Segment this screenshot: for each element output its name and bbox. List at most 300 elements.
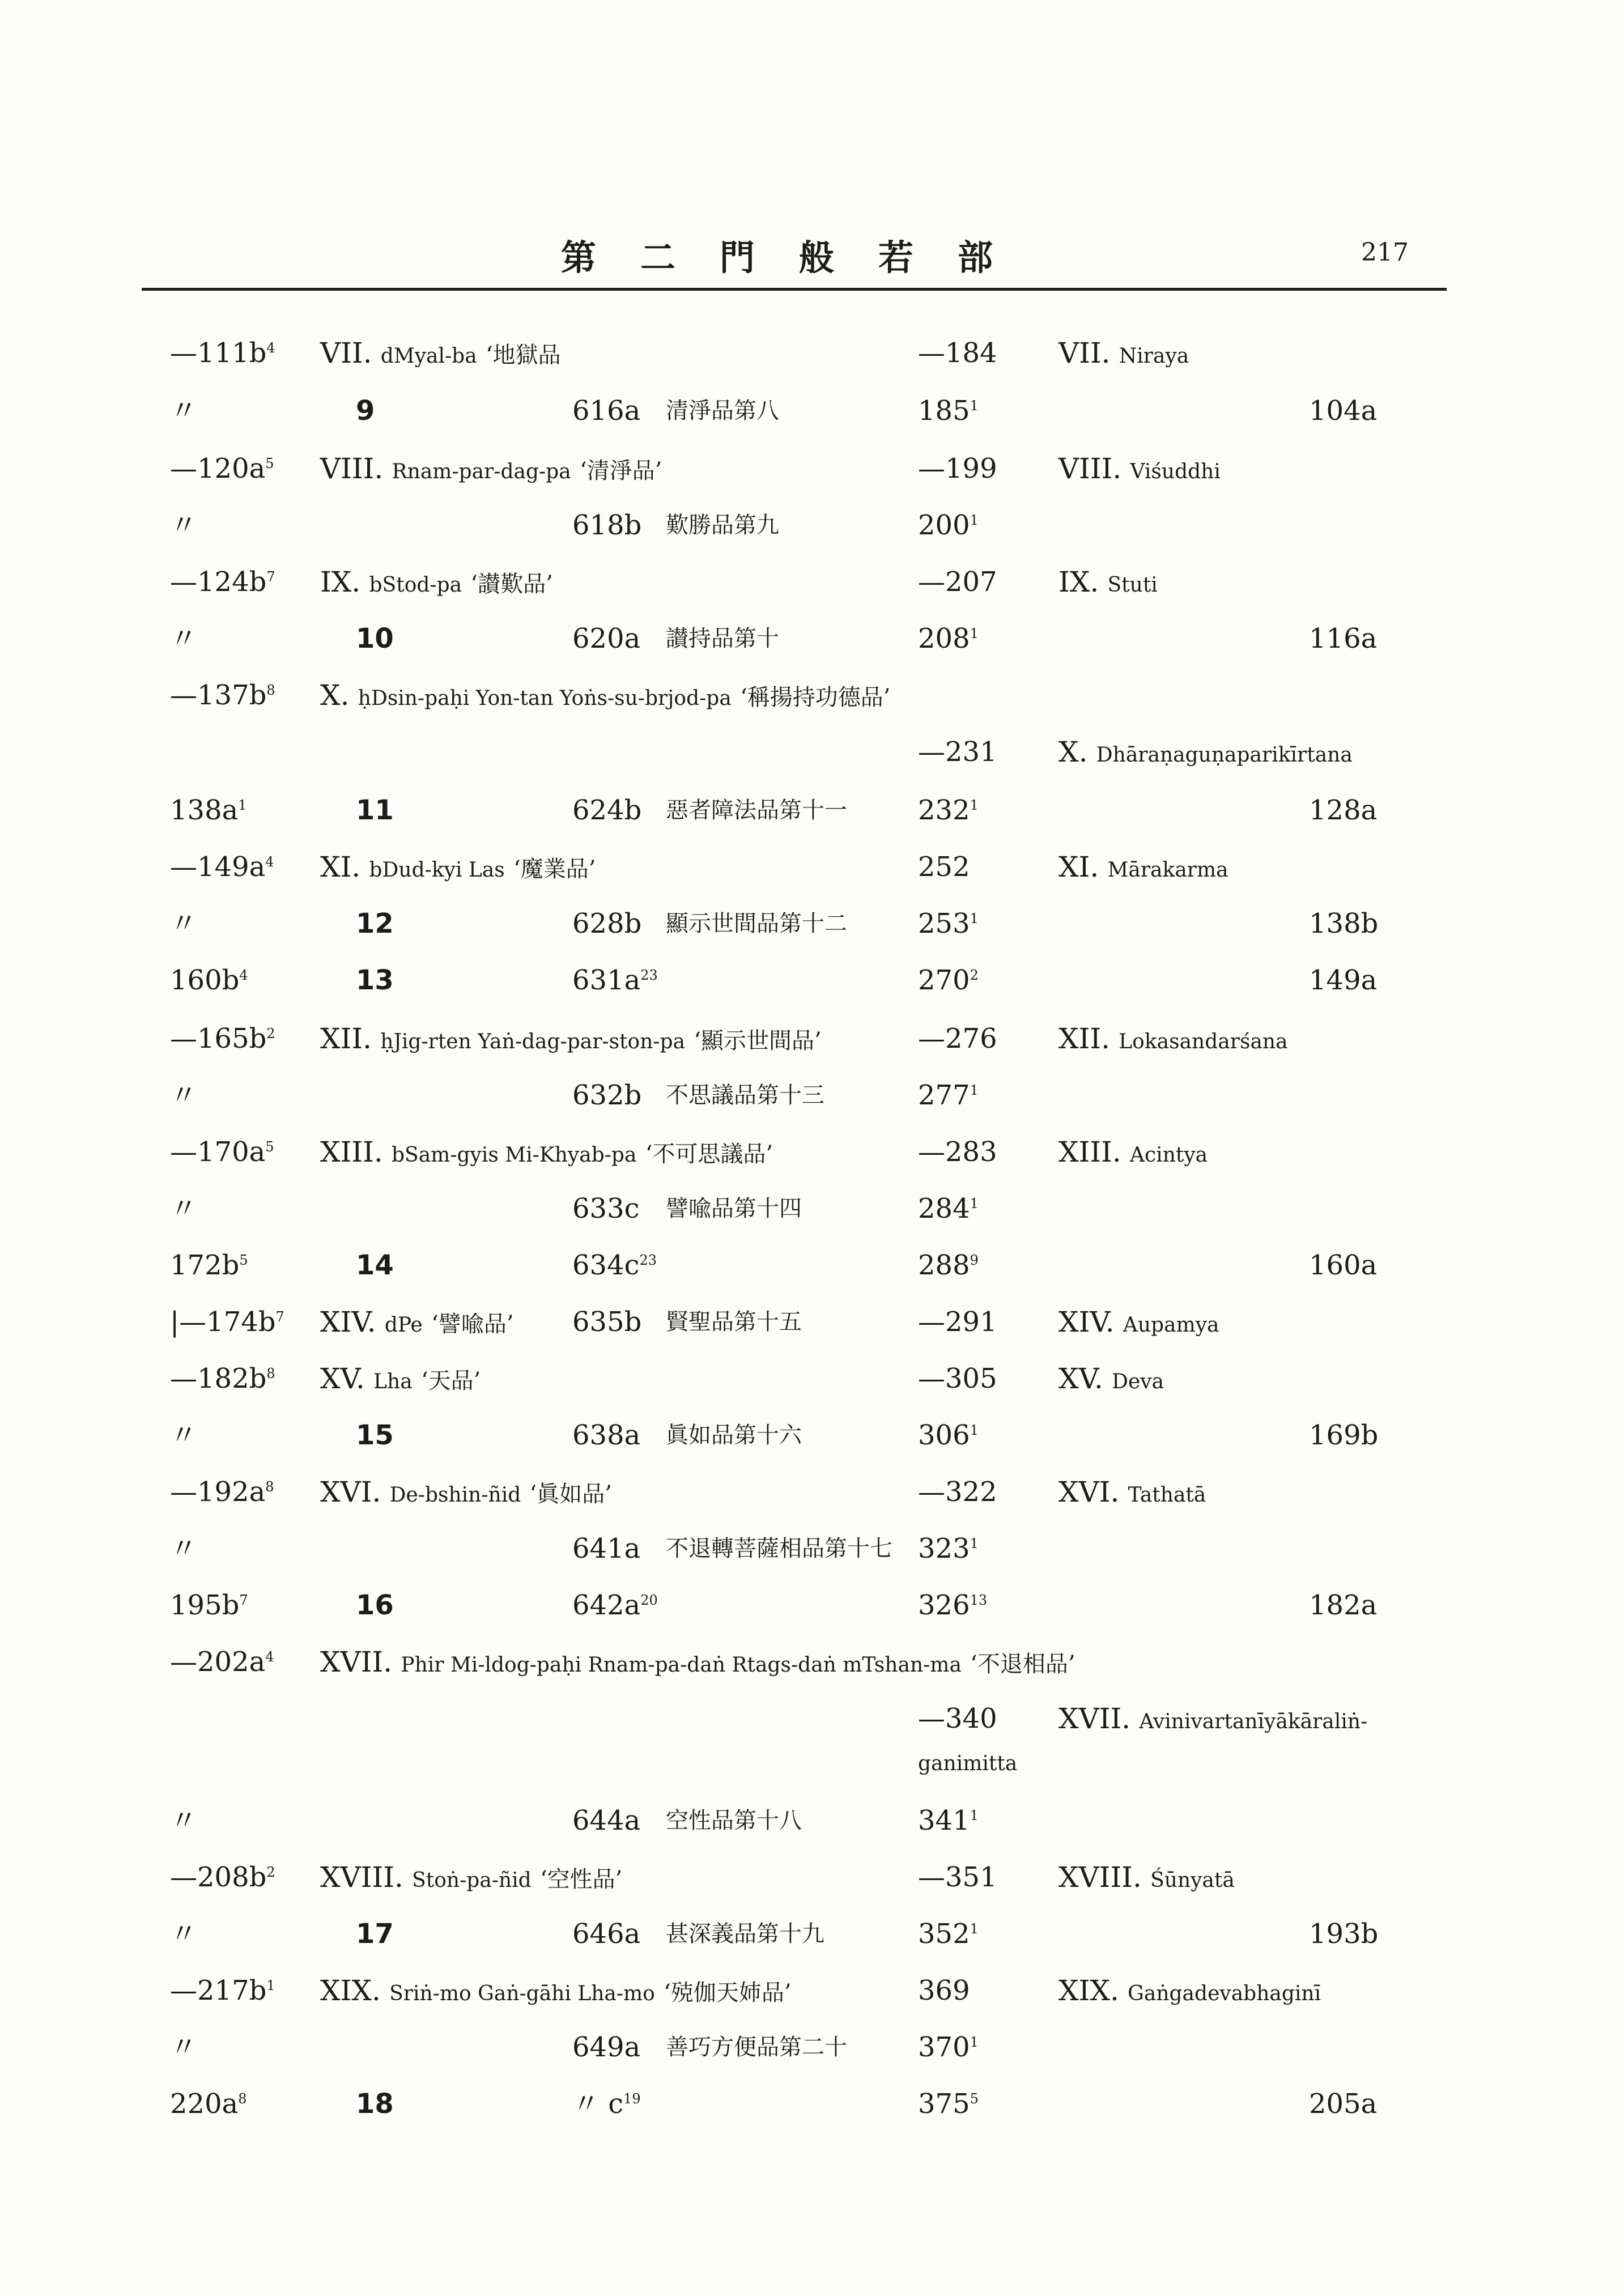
page-value: 641a — [572, 1533, 641, 1564]
sanskrit-title: Niraya — [1119, 345, 1189, 368]
sanskrit-cell — [1058, 1855, 1235, 1903]
ref-value: 195b — [170, 1589, 240, 1621]
ref-cell — [170, 1911, 197, 1957]
sanskrit-cell — [1058, 1696, 1367, 1745]
ref-cell — [170, 1798, 197, 1843]
ref2-cell — [918, 1073, 979, 1118]
ref-cell — [170, 1968, 275, 2013]
sanskrit-chapter-number: XV. — [1058, 1362, 1103, 1395]
chapter-number: XVII. — [320, 1646, 393, 1678]
ref2-cell — [918, 503, 979, 548]
ref2-cell — [918, 559, 997, 605]
tibetan-title: bSam-gyis Mi-Khyab-pa — [392, 1143, 637, 1167]
ref2-cell — [918, 1798, 979, 1843]
ref-value: —192a — [170, 1476, 266, 1508]
ref2-value: 185 — [918, 395, 970, 427]
entry-number: 18 — [356, 2088, 394, 2120]
ref2-cell — [918, 1186, 979, 1231]
ref-cell — [170, 559, 275, 605]
ref-value: 〃 — [170, 623, 198, 654]
chapter-number: VIII. — [320, 452, 384, 485]
table-row — [0, 1469, 1624, 1515]
page-value: 631a — [572, 964, 641, 996]
chinese-title: 譬喩品第十四 — [666, 1196, 802, 1222]
ref2-value-sup: 1 — [970, 1536, 979, 1551]
ref-value: —120a — [170, 453, 266, 484]
page-value: 634c — [572, 1249, 640, 1281]
sanskrit-chapter-number: XII. — [1058, 1022, 1110, 1055]
ref2-value-sup: 1 — [970, 398, 979, 414]
ref-value: 220a — [170, 2088, 239, 2120]
tibetan-title: ḥJig-rten Yaṅ-dag-par-ston-pa — [380, 1030, 686, 1053]
table-row — [0, 958, 1624, 1003]
page-cell — [572, 2081, 641, 2127]
chinese-chapter-title: ‘譬喩品’ — [431, 1311, 514, 1337]
ref-cell — [170, 388, 197, 433]
page-cell — [572, 1798, 640, 1843]
sanskrit-cell — [1058, 844, 1228, 893]
tibetan-title: De-bshin-ñid — [389, 1483, 521, 1507]
ref-cell — [170, 1073, 197, 1118]
table-row — [0, 1243, 1624, 1288]
sanskrit-title: Lokasandarśana — [1119, 1030, 1288, 1053]
sanskrit-chapter-number: XIX. — [1058, 1974, 1119, 2007]
ref-value-sup: 5 — [239, 1252, 248, 1268]
ref2-cell — [918, 1526, 979, 1571]
chapter-number: XV. — [320, 1362, 365, 1395]
chinese-title: 空性品第十八 — [666, 1808, 802, 1834]
page-value: 624b — [572, 794, 642, 826]
chinese-chapter-title: ‘空性品’ — [539, 1866, 623, 1893]
page-value: 644a — [572, 1805, 641, 1836]
sanskrit-title: Tathatā — [1128, 1483, 1206, 1507]
right-page: 205a — [1309, 2088, 1378, 2120]
page-cell — [572, 503, 641, 548]
page-cell — [572, 901, 641, 946]
ref2-value-sup: 1 — [970, 1921, 979, 1937]
page-value: 632b — [572, 1079, 642, 1111]
page-cell — [572, 2025, 640, 2070]
ref-value: 138a — [170, 794, 239, 826]
ref2-cell — [918, 729, 997, 775]
page-cell — [572, 616, 640, 661]
chinese-title: 顯示世間品第十二 — [666, 911, 847, 937]
page-title: 第二門般若部 — [561, 237, 1038, 278]
sanskrit-cell — [1058, 1469, 1206, 1518]
table-row — [0, 1526, 1624, 1571]
sanskrit-chapter-number: VII. — [1058, 337, 1111, 369]
ref-value-sup: 7 — [266, 569, 275, 585]
chinese-chapter-title: ‘眞如品’ — [529, 1481, 612, 1507]
ref-value: —217b — [170, 1975, 267, 2006]
table-row — [0, 616, 1624, 661]
chinese-title: 不思議品第十三 — [666, 1082, 824, 1108]
ref2-cell — [918, 2025, 979, 2070]
ref-value: —111b — [170, 337, 267, 369]
sanskrit-chapter-number: XVI. — [1058, 1476, 1120, 1508]
page-value: 618b — [572, 509, 642, 541]
page-cell — [572, 1073, 641, 1118]
ref2-value: 200 — [918, 509, 970, 541]
chapter-number: XVI. — [320, 1476, 381, 1508]
ref-cell — [170, 788, 247, 833]
ref2-value-sup: 13 — [970, 1592, 988, 1608]
ref2-value: 369 — [918, 1975, 970, 2006]
entry-number: 10 — [356, 623, 394, 654]
tibetan-title: Lha — [373, 1370, 413, 1393]
ref2-value: 252 — [918, 851, 970, 883]
table-row — [0, 1186, 1624, 1231]
ref2-cell — [918, 1243, 979, 1288]
ref2-value: —305 — [918, 1363, 997, 1394]
ref-value: 〃 — [170, 1419, 198, 1451]
tibetan-title: Rnam-par-dag-pa — [392, 460, 571, 483]
ref2-value-sup: 1 — [970, 1422, 979, 1438]
ref-value-sup: 5 — [265, 456, 274, 471]
ref2-value: —207 — [918, 566, 997, 598]
right-page: 169b — [1309, 1419, 1379, 1451]
chapter-description — [320, 1356, 481, 1405]
ref-value-sup: 8 — [266, 1366, 275, 1381]
ref2-cell — [918, 330, 997, 376]
page-value: 616a — [572, 395, 641, 427]
table-row — [0, 1016, 1624, 1061]
ref2-value: ganimitta — [918, 1752, 1018, 1775]
tibetan-title: bStod-pa — [369, 573, 462, 597]
ref-cell — [170, 1469, 274, 1515]
ref-cell — [170, 446, 274, 491]
ref2-value-sup: 1 — [970, 1808, 979, 1823]
chinese-chapter-title: ‘稱揚持功德品’ — [740, 684, 891, 711]
ref2-cell — [918, 1413, 979, 1458]
tibetan-title: bDud-kyi Las — [369, 858, 505, 882]
table-row — [0, 2081, 1624, 2127]
ref-value-sup: 4 — [239, 967, 248, 983]
ref-cell — [170, 1016, 275, 1061]
tibetan-title: ḥDsin-paḥi Yon-tan Yoṅs-su-brjod-pa — [358, 687, 732, 710]
page-cell — [572, 958, 658, 1003]
right-page: 116a — [1309, 623, 1378, 654]
ref-cell — [170, 1356, 275, 1401]
table-row — [0, 1299, 1624, 1345]
ref2-cell — [918, 1583, 987, 1628]
ref-value-sup: 8 — [238, 2091, 247, 2107]
table-row — [0, 1073, 1624, 1118]
ref-cell — [170, 673, 275, 718]
right-page: 193b — [1309, 1918, 1379, 1950]
chinese-title: 惡者障法品第十一 — [666, 797, 847, 823]
right-page: 149a — [1309, 964, 1378, 996]
chinese-chapter-title: ‘魔業品’ — [513, 856, 596, 882]
ref2-cell — [918, 788, 979, 833]
ref-value: 〃 — [170, 509, 198, 541]
ref-value-sup: 4 — [265, 854, 274, 870]
ref2-value: 352 — [918, 1918, 970, 1950]
sanskrit-title: Mārakarma — [1107, 858, 1228, 882]
ref2-value: —184 — [918, 337, 997, 369]
ref-value: —208b — [170, 1861, 267, 1893]
sanskrit-title: Acintya — [1130, 1143, 1208, 1167]
ref2-cell — [918, 1356, 997, 1401]
entry-number: 11 — [356, 794, 394, 826]
table-row — [0, 503, 1624, 548]
ref2-cell — [918, 844, 970, 890]
chapter-description — [320, 1016, 822, 1065]
ref2-value: —340 — [918, 1703, 997, 1734]
tibetan-title: Phir Mi-ldog-paḥi Rnam-pa-daṅ Rtags-daṅ mTshan-ma — [401, 1653, 962, 1677]
chinese-chapter-title: ‘殑伽天姉品’ — [664, 1980, 792, 2006]
table-row — [0, 844, 1624, 890]
table-row — [0, 1583, 1624, 1628]
ref2-cell — [918, 1968, 970, 2013]
chapter-description — [320, 844, 596, 893]
ref2-value: 232 — [918, 794, 970, 826]
page-cell — [572, 1413, 640, 1458]
page-cell — [572, 1186, 640, 1231]
ref2-value-sup: 1 — [970, 2034, 979, 2050]
chapter-number: XVIII. — [320, 1861, 403, 1894]
ref-cell — [170, 1413, 197, 1458]
ref-value: —170a — [170, 1136, 266, 1168]
chinese-chapter-title: ‘顯示世間品’ — [694, 1028, 822, 1054]
chinese-title: 善巧方便品第二十 — [666, 2034, 847, 2060]
ref2-value: —231 — [918, 736, 997, 768]
sanskrit-chapter-number: XVII. — [1058, 1702, 1131, 1735]
table-row — [0, 446, 1624, 491]
entry-number: 12 — [356, 908, 394, 939]
chapter-description — [320, 559, 553, 608]
page-value-sup: 20 — [640, 1592, 658, 1608]
ref2-cell — [918, 1469, 997, 1515]
ref-value: 160b — [170, 964, 240, 996]
ref-value-sup: 5 — [265, 1139, 274, 1155]
ref-cell — [170, 958, 248, 1003]
ref-value: 〃 — [170, 1533, 198, 1564]
chinese-title: 眞如品第十六 — [666, 1422, 802, 1448]
ref2-value: 375 — [918, 2088, 970, 2120]
table-row — [0, 1129, 1624, 1175]
ref2-value: 306 — [918, 1419, 970, 1451]
entry-number: 9 — [356, 395, 375, 427]
right-page: 138b — [1309, 908, 1379, 939]
ref2-value: 253 — [918, 908, 970, 939]
ref2-value-sup: 2 — [970, 967, 979, 983]
chapter-number: XIV. — [320, 1306, 376, 1338]
ref2-value: 277 — [918, 1079, 970, 1111]
ref2-value: 270 — [918, 964, 970, 996]
table-row — [0, 1356, 1624, 1401]
tibetan-title: Stoṅ-pa-ñid — [412, 1869, 532, 1892]
ref2-value: 284 — [918, 1193, 970, 1224]
page-value: 635b — [572, 1306, 642, 1338]
ref2-cell — [918, 1129, 997, 1175]
chinese-title: 讃持品第十 — [666, 626, 779, 652]
chapter-number: XIX. — [320, 1974, 381, 2007]
ref2-value-sup: 1 — [970, 911, 979, 926]
sanskrit-title: Dhāraṇaguṇaparikīrtana — [1096, 743, 1353, 767]
table-row — [0, 1696, 1624, 1741]
ref-value: 〃 — [170, 1805, 198, 1836]
header-rule — [142, 288, 1447, 291]
ref2-value-sup: 1 — [970, 797, 979, 813]
sanskrit-cell — [1058, 330, 1189, 379]
sanskrit-title: Avinivartanīyākāraliṅ- — [1139, 1710, 1368, 1733]
chapter-number: XI. — [320, 851, 361, 883]
chapter-number: XII. — [320, 1022, 372, 1055]
sanskrit-title: Śūnyatā — [1150, 1869, 1235, 1892]
ref2-value-sup: 1 — [970, 1196, 979, 1211]
ref-cell — [170, 1299, 284, 1345]
tibetan-title: Sriṅ-mo Gaṅ-gāhi Lha-mo — [389, 1982, 655, 2005]
ref-value: —124b — [170, 566, 267, 598]
page-value: 646a — [572, 1918, 641, 1950]
page-cell — [572, 1243, 657, 1288]
ref2-cell — [918, 1299, 997, 1345]
ref2-cell — [918, 616, 979, 661]
ref2-cell — [918, 958, 979, 1003]
ref2-value: 323 — [918, 1533, 970, 1564]
page-value: 649a — [572, 2031, 641, 2063]
ref-value-sup: 4 — [265, 1649, 274, 1665]
ref2-value: 208 — [918, 623, 970, 654]
page-cell — [572, 1911, 640, 1957]
table-row — [0, 559, 1624, 605]
chapter-description — [320, 1639, 1075, 1688]
ref-cell — [170, 330, 275, 376]
ref-value-sup: 4 — [266, 340, 275, 356]
chapter-number: X. — [320, 679, 350, 712]
sanskrit-cell — [1058, 1129, 1208, 1178]
ref-value-sup: 7 — [239, 1592, 248, 1608]
ref2-value: —291 — [918, 1306, 997, 1338]
sanskrit-chapter-number: XVIII. — [1058, 1861, 1142, 1894]
ref2-cell — [918, 1741, 1017, 1787]
ref2-value: 341 — [918, 1805, 970, 1836]
right-page: 104a — [1309, 395, 1378, 427]
chinese-chapter-title: ‘清淨品’ — [579, 458, 662, 484]
ref2-cell — [918, 1696, 997, 1741]
ref-cell — [170, 1583, 248, 1628]
entry-number: 15 — [356, 1419, 394, 1451]
ref-value: 〃 — [170, 1918, 198, 1950]
ref2-cell — [918, 1855, 997, 1900]
chapter-description — [320, 1299, 514, 1348]
table-row — [0, 788, 1624, 833]
ref2-value-sup: 5 — [970, 2091, 979, 2107]
ref-value-sup: 7 — [275, 1309, 284, 1325]
table-row — [0, 729, 1624, 775]
chinese-chapter-title: ‘讃歎品’ — [470, 571, 553, 597]
page-value: 638a — [572, 1419, 641, 1451]
table-row — [0, 1855, 1624, 1900]
table-row — [0, 1741, 1624, 1787]
tibetan-title: dPe — [384, 1313, 423, 1337]
page-cell — [572, 388, 640, 433]
chinese-chapter-title: ‘地獄品 — [485, 342, 561, 368]
entry-number: 17 — [356, 1918, 394, 1950]
chinese-title: 賢聖品第十五 — [666, 1309, 802, 1335]
page-value-sup: 23 — [640, 967, 658, 983]
chinese-title: 甚深義品第十九 — [666, 1921, 824, 1947]
sanskrit-cell — [1058, 729, 1353, 778]
sanskrit-cell — [1058, 1299, 1219, 1348]
ref2-cell — [918, 388, 979, 433]
chinese-chapter-title: ‘天品’ — [420, 1368, 481, 1394]
ref-cell — [170, 616, 197, 661]
chapter-description — [320, 1855, 622, 1903]
ref2-value: —322 — [918, 1476, 997, 1508]
table-row — [0, 1968, 1624, 2013]
ref-value-sup: 1 — [238, 797, 247, 813]
table-row — [0, 673, 1624, 718]
table-row — [0, 1798, 1624, 1843]
ref2-cell — [918, 1911, 979, 1957]
ref2-value-sup: 1 — [970, 626, 979, 641]
ref-value-sup: 8 — [266, 682, 275, 698]
page-cell — [572, 788, 641, 833]
ref2-value: 288 — [918, 1249, 970, 1281]
sanskrit-cell — [1058, 559, 1158, 608]
ref2-value: 326 — [918, 1589, 970, 1621]
chapter-description — [320, 673, 891, 721]
table-row — [0, 2025, 1624, 2070]
right-page: 128a — [1309, 794, 1378, 826]
ref2-value: —283 — [918, 1136, 997, 1168]
page-cell — [572, 1526, 640, 1571]
chinese-chapter-title: ‘不可思議品’ — [645, 1141, 773, 1167]
sanskrit-chapter-number: IX. — [1058, 566, 1099, 598]
ref-value-sup: 1 — [266, 1978, 275, 1993]
right-page: 160a — [1309, 1249, 1378, 1281]
ref-cell — [170, 1129, 274, 1175]
sanskrit-title: Stuti — [1107, 573, 1158, 597]
ref-value: —149a — [170, 851, 266, 883]
chinese-chapter-title: ‘不退相品’ — [970, 1651, 1075, 1677]
ref-cell — [170, 901, 197, 946]
chapter-description — [320, 1129, 773, 1178]
ref-cell — [170, 1526, 197, 1571]
sanskrit-chapter-number: VIII. — [1058, 452, 1122, 485]
ref2-value-sup: 1 — [970, 1082, 979, 1098]
ref-value-sup: 8 — [265, 1479, 274, 1495]
ref-value: —202a — [170, 1646, 266, 1678]
chinese-title: 歎勝品第九 — [666, 512, 779, 538]
sanskrit-chapter-number: XIV. — [1058, 1306, 1115, 1338]
ref2-value-sup: 9 — [970, 1252, 979, 1268]
right-page: 182a — [1309, 1589, 1378, 1621]
entry-number: 14 — [356, 1249, 394, 1281]
sanskrit-chapter-number: XIII. — [1058, 1136, 1121, 1168]
page-value: 628b — [572, 908, 642, 939]
ref-value: 172b — [170, 1249, 240, 1281]
ref-cell — [170, 2081, 247, 2127]
table-row — [0, 330, 1624, 376]
sanskrit-cell — [1058, 1968, 1321, 2017]
ref-value: 〃 — [170, 395, 198, 427]
page-cell — [572, 1299, 641, 1345]
ref-value: —137b — [170, 679, 267, 711]
sanskrit-title: Aupamya — [1123, 1313, 1219, 1337]
tibetan-title: dMyal-ba — [380, 345, 477, 368]
table-row — [0, 1639, 1624, 1685]
ref2-cell — [918, 446, 997, 491]
sanskrit-cell — [1058, 1356, 1164, 1405]
page-value-sup: 19 — [623, 2091, 641, 2107]
page-cell — [572, 1583, 658, 1628]
sanskrit-chapter-number: X. — [1058, 735, 1088, 768]
chinese-title: 清淨品第八 — [666, 398, 779, 424]
table-row — [0, 901, 1624, 946]
